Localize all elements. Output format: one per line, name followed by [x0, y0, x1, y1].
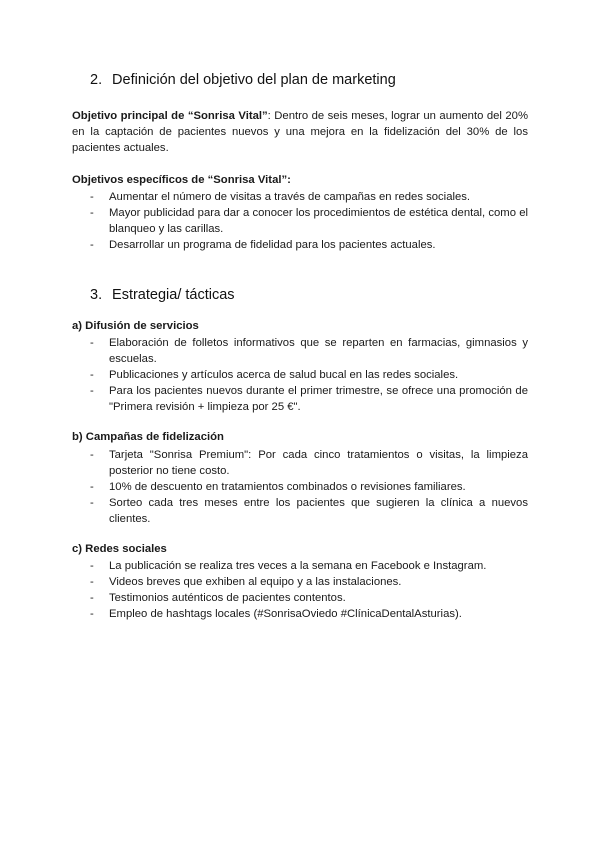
section-3-number: 3.	[90, 287, 103, 303]
dash-bullet: -	[90, 481, 94, 493]
list-item: - Videos breves que exhiben al equipo y a las instalaciones.	[90, 576, 402, 588]
dash-bullet: -	[90, 207, 94, 219]
specific-objectives-list	[72, 189, 528, 253]
subsection-b-title: b) Campañas de fidelización	[72, 431, 224, 443]
list-item: - Desarrollar un programa de fidelidad para los pacientes actuales.	[90, 239, 436, 251]
list-item: - Mayor publicidad para dar a conocer los procedimientos de estética dental, como el blanqueo y las carillas.	[90, 207, 528, 235]
dash-bullet: -	[90, 239, 94, 251]
dash-bullet: -	[90, 191, 94, 203]
dash-bullet: -	[90, 592, 94, 604]
dash-bullet: -	[90, 560, 94, 572]
section-2-number: 2.	[90, 72, 103, 88]
section-2-heading	[90, 72, 396, 88]
list-item: - Para los pacientes nuevos durante el primer trimestre, se ofrece una promoción de "Primera revisión + limpieza por 25 €".	[90, 385, 528, 413]
list-item: - Empleo de hashtags locales (#SonrisaOviedo #ClínicaDentalAsturias).	[90, 608, 462, 620]
main-objective-text: : Dentro de seis meses, lograr un aumento del 20% en la captación de pacientes nuevos y una mejora en la fidelización del 30% de los pacientes actuales.	[72, 110, 528, 154]
subsection-c-title: c) Redes sociales	[72, 543, 167, 555]
list-item: - Sorteo cada tres meses entre los pacientes que sugieren la clínica a nuevos clientes.	[90, 497, 528, 525]
main-objective-paragraph	[72, 108, 528, 156]
subsection-c-list	[72, 558, 528, 622]
dash-bullet: -	[90, 369, 94, 381]
dash-bullet: -	[90, 608, 94, 620]
list-item: - Aumentar el número de visitas a través de campañas en redes sociales.	[90, 191, 471, 203]
dash-bullet: -	[90, 337, 94, 349]
list-item: - Publicaciones y artículos acerca de salud bucal en las redes sociales.	[90, 369, 459, 381]
dash-bullet: -	[90, 576, 94, 588]
list-item: - Testimonios auténticos de pacientes contentos.	[90, 592, 346, 604]
subsection-b-list	[72, 447, 528, 527]
list-item: - Elaboración de folletos informativos que se reparten en farmacias, gimnasios y escuelas.	[90, 337, 528, 365]
subsection-a-title: a) Difusión de servicios	[72, 320, 199, 332]
main-objective-label: Objetivo principal de “Sonrisa Vital”	[72, 110, 268, 122]
subsection-a-list	[72, 335, 528, 415]
specific-objectives-label: Objetivos específicos de “Sonrisa Vital”:	[72, 174, 291, 186]
list-item: - 10% de descuento en tratamientos combinados o revisiones familiares.	[90, 481, 466, 493]
section-3-title: Estrategia/ tácticas	[112, 287, 235, 303]
section-2-title: Definición del objetivo del plan de marketing	[112, 72, 396, 88]
section-3-heading	[90, 287, 235, 303]
list-item: - La publicación se realiza tres veces a la semana en Facebook e Instagram.	[90, 560, 487, 572]
dash-bullet: -	[90, 385, 94, 397]
dash-bullet: -	[90, 449, 94, 461]
list-item: - Tarjeta "Sonrisa Premium": Por cada cinco tratamientos o visitas, la limpieza posterior no tiene costo.	[90, 449, 528, 477]
dash-bullet: -	[90, 497, 94, 509]
